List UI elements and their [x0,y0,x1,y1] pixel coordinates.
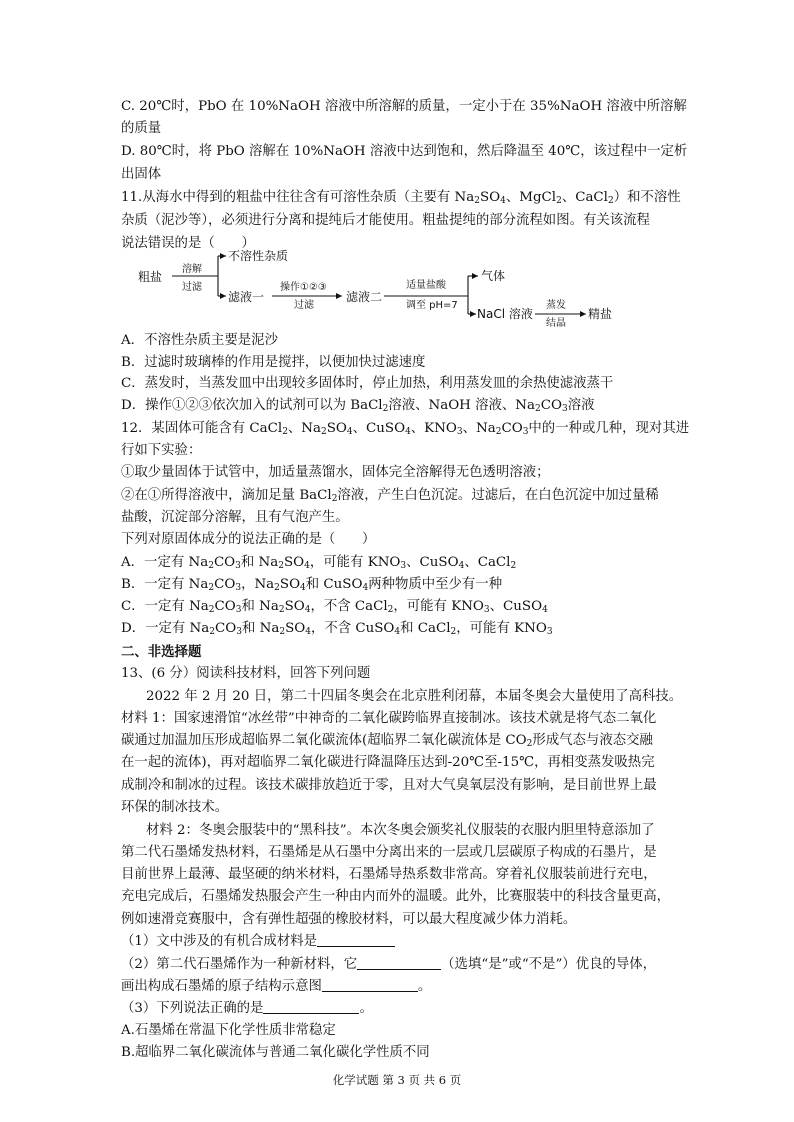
q12-option-c: C．一定有 $Na_2CO_3$和 $Na_2SO_4$，不含 CaCl$_2$，可能有 $KNO_3$、CuSO$_4$ [121,599,548,615]
q11-option-b: B．过滤时玻璃棒的作用是搅拌，以便加快过滤速度 [121,355,426,370]
answer-blank-1[interactable] [317,933,395,947]
q12-experiment-2-cont: 盐酸，沉淀部分溶解，且有气泡产生。 [121,510,349,525]
page-footer: 化学试题 第 3 页 共 6 页 [332,1073,462,1087]
flow-filtrate-one: 滤液一 [228,290,265,304]
q12-option-d: D．一定有 $Na_2CO_3$和 $Na_2SO_4$，不含 CuSO$_4$和 CaCl$_2$，可能有 $KNO_3$ [121,621,553,637]
answer-blank-4[interactable] [263,1000,359,1014]
q13-material1-line2: 碳通过加温加压形成超临界二氧化碳流体(超临界二氧化碳流体是 $CO_2$形成气态与液态交融 [121,733,653,749]
flow-crystallize-label: 结晶 [546,318,566,329]
q12-option-b: B．一定有 $Na_2CO_3$，$Na_2SO_4$和 CuSO$_4$两种物质中至少有一种 [121,577,503,593]
flow-evaporate-label: 蒸发 [546,300,566,311]
q13-option-b: B.超临界二氧化碳流体与普通二氧化碳化学性质不同 [121,1045,430,1060]
q11-stem-line3: 说法错误的是（ ） [121,236,255,251]
q13-material2-line3: 目前世界上最薄、最坚硬的纳米材料，石墨烯导热系数非常高。穿着礼仪服装前进行充电， [121,867,657,882]
q13-option-a: A.石墨烯在常温下化学性质非常稳定 [121,1023,336,1038]
q11-option-c: C．蒸发时，当蒸发皿中出现较多固体时，停止加热，利用蒸发皿的余热使滤液蒸干 [121,376,614,391]
flow-gas: 气体 [481,269,506,283]
q12-stem-line2: 行如下实验： [121,443,202,458]
q12-experiment-1: ①取少量固体于试管中，加适量蒸馏水，固体完全溶解得无色透明溶液； [121,465,550,480]
answer-blank-2[interactable] [357,956,441,970]
salt-purification-flowchart [138,246,613,329]
q13-stem: 13、(6 分）阅读科技材料，回答下列问题 [121,666,371,681]
flow-filter2-label: 过滤 [294,300,314,311]
q11-stem-line2: 杂质（泥沙等），必须进行分离和提纯后才能使用。粗盐提纯的部分流程如图。有关该流程 [121,213,650,228]
q13-material2-line5: 例如速滑竞赛服中，含有弹性超强的橡胶材料，可以最大程度减少体力消耗。 [121,912,577,927]
flow-acid-label: 适量盐酸 [406,280,446,291]
q12-experiment-2: ②在①所得溶液中，滴加足量 BaCl$_2$溶液，产生白色沉淀。过滤后，在白色沉淀中加过量稀 [121,488,659,504]
q11-option-a: A．不溶性杂质主要是泥沙 [121,333,278,348]
flow-filtrate-two: 滤液二 [346,290,383,304]
flow-ph-label: 调至 pH=7 [406,300,458,311]
q12-option-a: A．一定有 $Na_2CO_3$和 $Na_2SO_4$，可能有 $KNO_3$、CuSO$_4$、CaCl$_2$ [121,555,517,571]
q10-option-c-line1: C. 20℃时，PbO 在 10%NaOH 溶液中所溶解的质量，一定小于在 35%NaOH 溶液中所溶解 [121,99,687,114]
q10-option-c-line2: 的质量 [121,121,162,136]
q13-material2-line4: 充电完成后，石墨烯发热服会产生一种由内而外的温暖。此外，比赛服装中的科技含量更高， [121,889,671,904]
q13-material2-line2: 第二代石墨烯发热材料，石墨烯是从石墨中分离出来的一层或几层碳原子构成的石墨片，是 [121,845,657,860]
section-heading-non-choice: 二、非选择题 [121,644,202,660]
q12-stem-line1: 12．某固体可能含有 CaCl$_2$、$Na_2SO_4$、CuSO$_4$、$KNO_3$、$Na_2CO_3$中的一种或几种，现对其进 [121,421,690,437]
q13-subquestion-3: （3）下列说法正确的是 。 [121,1001,373,1016]
q13-subquestion-2: （2）第二代石墨烯作为一种新材料，它 （选填“是”或“不是”）优良的导体， [121,957,657,972]
q13-material1-line5: 环保的制冰技术。 [121,800,229,815]
q10-option-d-line1: D. 80℃时，将 PbO 溶解在 10%NaOH 溶液中达到饱和，然后降温至 40℃，该过程中一定析 [121,144,688,159]
q12-question: 下列对原固体成分的说法正确的是（ ） [121,532,376,547]
flow-operations-label: 操作①②③ [280,282,327,293]
q11-option-d: D．操作①②③依次加入的试剂可以为 BaCl$_2$溶液、NaOH 溶液、$Na_2CO_3$溶液 [121,398,595,414]
flow-fine-salt: 精盐 [588,307,613,321]
flow-nacl-solution: NaCl 溶液 [477,307,533,321]
q13-subquestion-1: （1）文中涉及的有机合成材料是 [121,933,395,951]
flow-filter1-label: 过滤 [182,282,202,293]
q13-paragraph-1: 2022 年 2 月 20 日，第二十四届冬奥会在北京胜利闭幕，本届冬奥会大量使用了高科技。 [146,689,683,704]
flow-insoluble-impurity: 不溶性杂质 [228,249,289,263]
q13-material1-line1: 材料 1：国家速滑馆“冰丝带”中神奇的二氧化碳跨临界直接制冰。该技术就是将气态二氧化 [121,711,657,726]
flow-dissolve-label: 溶解 [182,264,202,275]
flow-crude-salt: 粗盐 [138,270,163,284]
answer-blank-3[interactable] [322,978,418,992]
q13-material1-line4: 成制冷和制冰的过程。该技术碳排放趋近于零，且对大气臭氧层没有影响，是目前世界上最 [121,778,657,793]
q13-subquestion-2-cont: 画出构成石墨烯的原子结构示意图 。 [121,979,432,994]
q13-material2-line1: 材料 2：冬奥会服装中的“黑科技”。本次冬奥会颁奖礼仪服装的衣服内胆里特意添加了 [146,823,655,838]
q13-material1-line3: 在一起的流体)，再对超临界二氧化碳进行降温降压达到-20℃至-15℃，再相变蒸发吸热完 [121,755,655,770]
q11-stem-line1: 11.从海水中得到的粗盐中往往含有可溶性杂质（主要有 $Na_2SO_4$、MgCl$_2$、CaCl$_2$）和不溶性 [121,190,681,206]
q10-option-d-line2: 出固体 [121,167,162,182]
